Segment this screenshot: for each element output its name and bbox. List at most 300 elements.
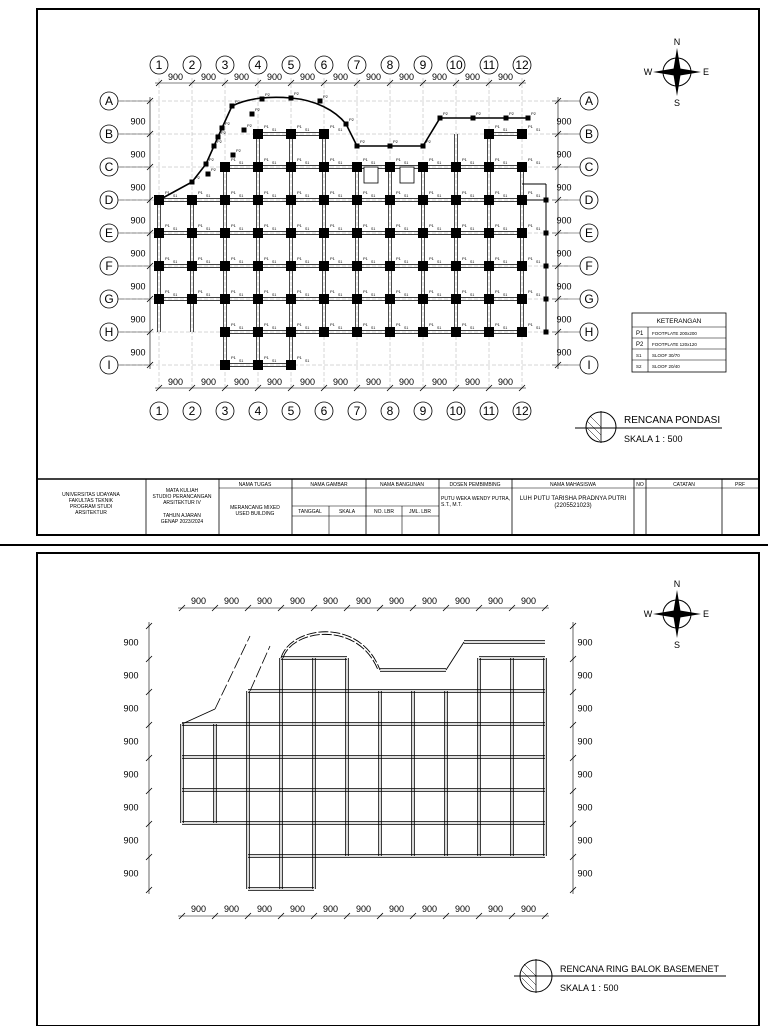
dimension-label: 900 [431, 377, 448, 387]
footing-p1 [352, 162, 362, 172]
footing-label: P1 [165, 289, 170, 294]
dimension-label: 900 [556, 215, 572, 226]
grid-letter: C [584, 160, 594, 174]
legend-desc: SLOOF 30/70 [652, 353, 680, 358]
footing-label: P2 [209, 157, 214, 162]
tb-dosen: PUTU WEKA WENDY PUTRA, [441, 496, 511, 502]
footing-label: P1 [429, 223, 434, 228]
tb-course: TAHUN AJARAN [163, 513, 201, 519]
footing-p1 [286, 228, 296, 238]
footing-p2 [438, 116, 443, 121]
legend-desc: SLOOF 20/40 [652, 364, 680, 369]
tb-university: UNIVERSITAS UDAYANA [62, 492, 120, 498]
dimension-label: 900 [487, 904, 504, 914]
footing-label: P2 [349, 117, 354, 122]
sloof-label: S1 [272, 128, 277, 132]
grid-number: 5 [287, 58, 295, 72]
footing-label: P1 [495, 124, 500, 129]
footing-label: P1 [330, 124, 335, 129]
footing-label: P1 [297, 322, 302, 327]
ring-beam-line [250, 646, 270, 691]
sloof-label: S1 [239, 161, 244, 165]
dimension-label: 900 [266, 72, 283, 82]
dimension-label: 900 [556, 149, 572, 160]
footing-p1 [484, 228, 494, 238]
sloof-label: S1 [338, 293, 343, 297]
drawing-title [514, 959, 726, 993]
sloof-label: S1 [503, 293, 508, 297]
dimension-label: 900 [556, 116, 572, 127]
footing-label: P1 [330, 289, 335, 294]
sloof-label: S1 [206, 260, 211, 264]
north-arrow-icon [644, 579, 709, 650]
sloof-label: S1 [404, 194, 409, 198]
dimension-label: 900 [577, 835, 593, 846]
footing-label: P1 [462, 157, 467, 162]
sloof-label: S1 [338, 326, 343, 330]
sloof-label: S1 [437, 293, 442, 297]
sloof-label: S1 [371, 293, 376, 297]
grid-letter: G [584, 292, 594, 306]
drawing-title-text: RENCANA PONDASI [624, 415, 721, 426]
sloof-label: S1 [536, 260, 541, 264]
footing-p1 [253, 195, 263, 205]
footing-label: P1 [264, 190, 269, 195]
dimension-label: 900 [190, 596, 207, 606]
sloof-label: S1 [173, 194, 178, 198]
sloof-label: S1 [272, 227, 277, 231]
legend-desc: FOOTPLATE 200x200 [652, 331, 697, 336]
footing-label: P2 [360, 139, 365, 144]
dimension-label: 900 [520, 596, 537, 606]
footing-label: P1 [330, 190, 335, 195]
grid-number: 1 [155, 58, 163, 72]
dimension-label: 900 [520, 904, 537, 914]
footing-p1 [253, 294, 263, 304]
legend-code: P2 [636, 342, 644, 348]
footing-label: P1 [495, 190, 500, 195]
compass-n: N [673, 579, 681, 589]
dimension-label: 900 [577, 670, 593, 681]
sloof-label: S1 [305, 128, 310, 132]
sloof-label: S1 [206, 194, 211, 198]
dimension-label: 900 [289, 596, 306, 606]
dimension-label: 900 [167, 72, 184, 82]
dimension-label: 900 [130, 347, 146, 358]
dimension-label: 900 [123, 736, 139, 747]
drawing-scale-text: SKALA 1 : 500 [624, 434, 683, 444]
dimension-label: 900 [431, 72, 448, 82]
dimension-label: 900 [398, 72, 415, 82]
drawing-title-text: RENCANA RING BALOK BASEMENET [560, 964, 720, 974]
footing-p1 [154, 261, 164, 271]
footing-label: P1 [429, 289, 434, 294]
facade-curve [159, 97, 528, 200]
footing-label: P1 [528, 256, 533, 261]
footing-label: P1 [528, 124, 533, 129]
dimension-label: 900 [577, 868, 593, 879]
tb-no-lbr: NO. LBR [373, 509, 395, 515]
ring-beams [181, 632, 547, 891]
footing-label: P2 [195, 175, 200, 180]
footing-p1 [220, 327, 230, 337]
tb-task: USED BUILDING [235, 511, 275, 517]
footing-p1 [418, 327, 428, 337]
sloof-label: S1 [239, 326, 244, 330]
footing-p1 [385, 195, 395, 205]
dimension-label: 900 [233, 377, 250, 387]
sloof-label: S1 [536, 326, 541, 330]
footing-label: P1 [297, 190, 302, 195]
dimension-label: 900 [577, 703, 593, 714]
sloof-label: S1 [338, 260, 343, 264]
footing-label: P1 [198, 223, 203, 228]
grid-letter: A [104, 94, 114, 108]
compass-w: W [643, 609, 653, 619]
legend-code: P1 [636, 331, 644, 337]
dimension-label: 900 [421, 904, 438, 914]
footing-label: P1 [297, 289, 302, 294]
dimension-label: 900 [355, 596, 372, 606]
footing-p2 [216, 135, 221, 140]
tb-skala: SKALA [338, 509, 356, 515]
footing-p1 [418, 162, 428, 172]
compass-s: S [673, 98, 681, 108]
footing-label: P1 [264, 289, 269, 294]
dimension-label: 900 [577, 637, 593, 648]
dimension-label: 900 [130, 182, 146, 193]
sloof-label: S1 [338, 161, 343, 165]
tb-course: ARSITEKTUR IV [163, 500, 201, 506]
footing-p1 [451, 228, 461, 238]
footing-p1 [319, 162, 329, 172]
sloof-label: S1 [404, 260, 409, 264]
ring-beam-line [215, 636, 250, 709]
grid-number: 9 [419, 404, 427, 418]
footing-label: P1 [297, 355, 302, 360]
dimension-label: 900 [464, 72, 481, 82]
footing-label: P1 [495, 289, 500, 294]
sloof-label: S1 [239, 194, 244, 198]
sloof-label: S1 [437, 227, 442, 231]
footing-p1 [286, 195, 296, 205]
tb-university: PROGRAM STUDI [69, 504, 113, 510]
footing-p1 [286, 327, 296, 337]
grid-number: 8 [386, 404, 394, 418]
dimension-label: 900 [200, 377, 217, 387]
footing-p1 [484, 195, 494, 205]
dimension-label: 900 [388, 904, 405, 914]
footing-p1 [352, 261, 362, 271]
sloof-label: S1 [272, 161, 277, 165]
footing-label: P1 [462, 256, 467, 261]
dimension-label: 900 [130, 116, 146, 127]
grid-number: 12 [515, 58, 529, 72]
sloof-label: S1 [305, 260, 310, 264]
ring-beam-arc [283, 634, 378, 670]
sloof-label: S1 [305, 293, 310, 297]
tb-header: NAMA MAHASISWA [550, 482, 596, 488]
footing-p2 [526, 116, 531, 121]
footing-p1 [154, 228, 164, 238]
dimension-label: 900 [454, 904, 471, 914]
footing-label: P1 [396, 256, 401, 261]
footing-p2 [242, 128, 247, 133]
dimension-label: 900 [577, 769, 593, 780]
dimension-label: 900 [200, 72, 217, 82]
footing-p1 [517, 195, 527, 205]
footing-label: P1 [495, 223, 500, 228]
sloof-label: S1 [437, 161, 442, 165]
tb-tanggal: TANGGAL [298, 509, 322, 515]
footing-label: P1 [396, 322, 401, 327]
footing-p1 [253, 261, 263, 271]
footing-label: P1 [297, 223, 302, 228]
footing-label: P1 [495, 256, 500, 261]
footing-p1 [319, 261, 329, 271]
ring-beam-arc [281, 632, 380, 670]
footing-label: P1 [231, 256, 236, 261]
footing-label: P1 [264, 256, 269, 261]
grid-letter: F [105, 259, 113, 273]
footing-p1 [187, 294, 197, 304]
dimension-label: 900 [487, 596, 504, 606]
footing-label: P1 [363, 157, 368, 162]
dimension-label: 900 [355, 904, 372, 914]
footing-label: P2 [393, 139, 398, 144]
dimension-label: 900 [123, 769, 139, 780]
footing-p1 [418, 228, 428, 238]
dimension-label: 900 [123, 670, 139, 681]
footing-label: P1 [528, 322, 533, 327]
tb-task: MERANCANG MIXED [230, 505, 280, 511]
sheet-border [37, 9, 759, 535]
sloof-label: S1 [503, 326, 508, 330]
footing-label: P1 [231, 355, 236, 360]
footing-label: P1 [363, 322, 368, 327]
sloof-label: S1 [173, 293, 178, 297]
footing-label: P1 [429, 190, 434, 195]
footing-label: P1 [330, 256, 335, 261]
footing-p1 [451, 294, 461, 304]
sloof-label: S1 [470, 227, 475, 231]
dimension-label: 900 [332, 72, 349, 82]
footing-label: P1 [165, 223, 170, 228]
footing-label: P1 [363, 289, 368, 294]
sloof-label: S1 [338, 128, 343, 132]
footing-p1 [286, 162, 296, 172]
dimension-label: 900 [556, 248, 572, 259]
sloof-label: S1 [239, 260, 244, 264]
sloof-label: S1 [206, 293, 211, 297]
footing-label: P2 [217, 139, 222, 144]
footing-label: P1 [528, 190, 533, 195]
footing-label: P2 [247, 123, 252, 128]
grid-letter: D [584, 193, 594, 207]
tb-course: STUDIO PERANCANGAN [152, 494, 212, 500]
foundation-columns [154, 91, 549, 370]
grid-letter: C [104, 160, 114, 174]
footing-p1 [517, 228, 527, 238]
footing-label: P1 [429, 157, 434, 162]
footing-label: P1 [462, 289, 467, 294]
dimension-label: 900 [256, 904, 273, 914]
footing-p1 [253, 129, 263, 139]
footing-p1 [517, 294, 527, 304]
footing-label: P1 [462, 223, 467, 228]
sloof-label: S1 [536, 293, 541, 297]
dimension-label: 900 [223, 596, 240, 606]
dimension-label: 900 [130, 314, 146, 325]
footing-p1 [385, 261, 395, 271]
footing-label: P1 [264, 322, 269, 327]
footing-label: P2 [323, 94, 328, 99]
grid-number: 7 [353, 58, 361, 72]
footing-label: P1 [231, 190, 236, 195]
footing-p1 [484, 294, 494, 304]
compass-e: E [702, 609, 710, 619]
footing-label: P1 [429, 256, 434, 261]
footing-p2 [230, 104, 235, 109]
dimension-label: 900 [388, 596, 405, 606]
footing-label: P1 [198, 289, 203, 294]
sloof-label: S1 [437, 260, 442, 264]
grid-number: 6 [320, 58, 328, 72]
grid-number: 3 [221, 58, 229, 72]
grid-number: 3 [221, 404, 229, 418]
footing-p1 [286, 360, 296, 370]
sloof-label: S1 [305, 161, 310, 165]
grid-number: 2 [188, 404, 196, 418]
legend-heading: KETERANGAN [656, 318, 702, 325]
compass-n: N [673, 37, 681, 47]
sloof-label: S1 [239, 227, 244, 231]
footing-p1 [517, 129, 527, 139]
dimension-label: 900 [365, 377, 382, 387]
footing-p1 [484, 261, 494, 271]
sloof-label: S1 [470, 293, 475, 297]
footing-p1 [220, 360, 230, 370]
legend-desc: FOOTPLATE 120x120 [652, 342, 697, 347]
footing-p1 [187, 195, 197, 205]
dimension-label: 900 [556, 314, 572, 325]
grid-number: 10 [449, 58, 463, 72]
footing-p1 [154, 294, 164, 304]
sloof-label: S1 [437, 326, 442, 330]
dimension-label: 900 [190, 904, 207, 914]
sloof-label: S1 [404, 161, 409, 165]
tb-header: NAMA BANGUNAN [380, 482, 424, 488]
grid-number: 9 [419, 58, 427, 72]
sloof-label: S1 [536, 194, 541, 198]
grid-number: 5 [287, 404, 295, 418]
grid-letter: F [585, 259, 593, 273]
dimension-label: 900 [322, 904, 339, 914]
dimension-label: 900 [130, 281, 146, 292]
footing-p1 [484, 129, 494, 139]
footing-label: P1 [363, 190, 368, 195]
tb-university: ARSITEKTUR [75, 510, 107, 516]
sloof-label: S1 [338, 194, 343, 198]
sloof-label: S1 [371, 227, 376, 231]
grid-letter: I [587, 358, 591, 372]
footing-p2 [504, 116, 509, 121]
dimension-label: 900 [556, 347, 572, 358]
tb-header: NAMA GAMBAR [310, 482, 348, 488]
sloof-label: S1 [239, 293, 244, 297]
sloof-label: S1 [371, 194, 376, 198]
footing-label: P1 [231, 289, 236, 294]
footing-p1 [286, 129, 296, 139]
sloof-label: S1 [404, 293, 409, 297]
footing-label: P1 [330, 157, 335, 162]
footing-p1 [418, 261, 428, 271]
ring-beam-line [182, 709, 215, 724]
tb-dosen: S.T., M.T. [441, 502, 462, 508]
dimension-label: 900 [332, 377, 349, 387]
footing-label: P1 [264, 355, 269, 360]
tb-course: MATA KULIAH [165, 488, 199, 494]
footing-p1 [517, 162, 527, 172]
footing-label: P1 [462, 190, 467, 195]
footing-label: P1 [396, 289, 401, 294]
footing-label: P1 [297, 256, 302, 261]
footing-p1 [451, 162, 461, 172]
sloof-label: S1 [338, 227, 343, 231]
footing-p1 [220, 294, 230, 304]
footing-p1 [451, 261, 461, 271]
grid-number: 8 [386, 58, 394, 72]
footing-p1 [253, 327, 263, 337]
footing-p1 [220, 228, 230, 238]
footing-p1 [484, 327, 494, 337]
dimension-label: 900 [421, 596, 438, 606]
footing-label: P1 [528, 223, 533, 228]
grid-letter: B [104, 127, 114, 141]
footing-label: P1 [429, 322, 434, 327]
grid-number: 2 [188, 58, 196, 72]
footing-label: P2 [236, 148, 241, 153]
footing-label: P1 [297, 124, 302, 129]
grid-letter: B [584, 127, 594, 141]
footing-p1 [418, 294, 428, 304]
dimension-label: 900 [497, 377, 514, 387]
sloof-label: S1 [173, 260, 178, 264]
dimension-label: 900 [233, 72, 250, 82]
sloof-label: S1 [536, 227, 541, 231]
dimension-label: 900 [130, 215, 146, 226]
dimension-label: 900 [256, 596, 273, 606]
dimension-label: 900 [299, 377, 316, 387]
footing-p1 [187, 228, 197, 238]
footing-p2 [388, 144, 393, 149]
footing-p1 [451, 327, 461, 337]
dimension-label: 900 [130, 149, 146, 160]
footing-label: P2 [221, 130, 226, 135]
grid-number: 6 [320, 404, 328, 418]
sloof-label: S1 [272, 260, 277, 264]
sloof-label: S1 [503, 194, 508, 198]
footing-p1 [352, 327, 362, 337]
sloof-label: S1 [305, 359, 310, 363]
title-block [37, 479, 759, 535]
footing-p2 [250, 112, 255, 117]
footing-p1 [187, 261, 197, 271]
sheet-border [37, 553, 759, 1026]
dimension-label: 900 [556, 281, 572, 292]
footing-p2 [421, 144, 426, 149]
dimension-label: 900 [123, 637, 139, 648]
